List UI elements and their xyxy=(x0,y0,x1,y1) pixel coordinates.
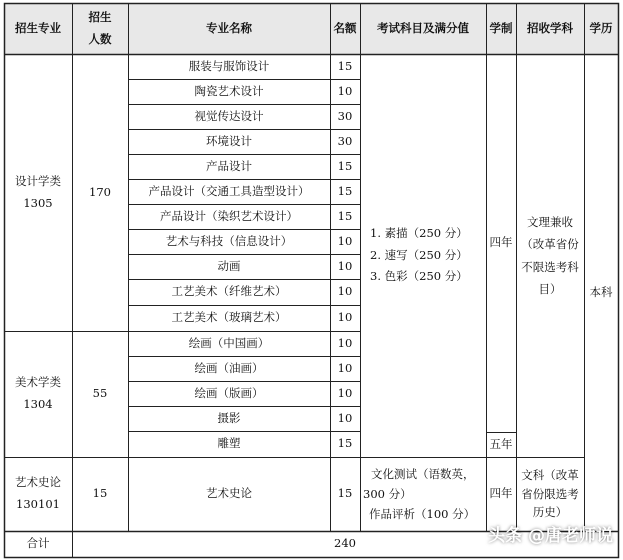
group-theory-name: 艺术史论 130101 xyxy=(15,475,61,511)
major-name: 视觉传达设计 xyxy=(194,108,264,123)
major-name: 艺术史论 xyxy=(206,486,252,501)
major-name: 环境设计 xyxy=(206,133,252,148)
header-exam: 考试科目及满分值 xyxy=(360,3,486,54)
exam-item: 2. 速写（250 分） xyxy=(370,247,468,262)
admissions-table xyxy=(4,3,618,557)
major-places: 15 xyxy=(337,486,353,501)
exam-art-cell xyxy=(360,54,486,457)
group-fineart-quota: 55 xyxy=(92,386,108,401)
major-name: 服装与服饰设计 xyxy=(188,58,270,73)
subjects-theory: 文科（改革 省份限选考 历史） xyxy=(521,467,579,520)
major-places: 15 xyxy=(337,436,353,451)
group-design-quota: 170 xyxy=(89,184,111,199)
major-places: 10 xyxy=(337,335,353,350)
group-design-name: 设计学类 1305 xyxy=(15,173,61,210)
total-label: 合计 xyxy=(26,536,50,551)
watermark: 头条 @唐老师说 xyxy=(488,526,613,546)
header-major-category: 招生专业 xyxy=(4,3,72,54)
major-name: 产品设计（染织艺术设计） xyxy=(160,208,298,223)
major-name: 产品设计（交通工具造型设计） xyxy=(148,183,310,198)
duration-art: 四年 xyxy=(489,235,513,250)
major-places: 10 xyxy=(337,310,353,325)
header-duration: 学制 xyxy=(486,3,516,54)
total-value: 240 xyxy=(334,536,356,551)
exam-item: 文化测试（语数英， xyxy=(371,466,475,481)
subjects-art: 文理兼收 （改革省份 不限选考科 目） xyxy=(521,214,579,296)
major-places: 10 xyxy=(337,83,353,98)
header-degree: 学历 xyxy=(584,3,618,54)
major-places: 15 xyxy=(337,183,353,198)
major-places: 30 xyxy=(337,108,353,123)
major-places: 10 xyxy=(337,360,353,375)
header-quota: 招生 人数 xyxy=(72,3,128,54)
degree-cell: 本科 xyxy=(589,284,613,299)
major-name: 雕塑 xyxy=(217,436,241,451)
header-major-name: 专业名称 xyxy=(128,3,330,54)
duration-sculpture: 五年 xyxy=(489,436,513,451)
group-theory-quota: 15 xyxy=(92,486,108,501)
exam-theory-cell xyxy=(360,457,486,531)
major-name: 绘画（版画） xyxy=(194,385,264,400)
group-fineart-name: 美术学类 1304 xyxy=(15,375,61,411)
exam-item: 作品评析（100 分） xyxy=(369,507,476,522)
major-name: 摄影 xyxy=(217,410,241,425)
major-name: 工艺美术（玻璃艺术） xyxy=(171,310,287,325)
exam-item: 1. 素描（250 分） xyxy=(370,225,468,240)
major-places: 10 xyxy=(337,284,353,299)
major-name: 艺术与科技（信息设计） xyxy=(165,233,293,248)
duration-theory: 四年 xyxy=(489,486,513,501)
major-name: 工艺美术（纤维艺术） xyxy=(171,284,287,299)
major-places: 10 xyxy=(337,258,353,273)
major-name: 绘画（中国画） xyxy=(188,335,270,350)
major-places: 10 xyxy=(337,233,353,248)
major-places: 10 xyxy=(337,410,353,425)
major-places: 10 xyxy=(337,385,353,400)
major-name: 绘画（油画） xyxy=(194,360,264,375)
major-places: 30 xyxy=(337,133,353,148)
major-name: 产品设计 xyxy=(206,158,252,173)
header-places: 名额 xyxy=(330,3,360,54)
exam-item: 3. 色彩（250 分） xyxy=(370,269,468,284)
major-name: 动画 xyxy=(217,258,241,273)
major-places: 15 xyxy=(337,158,353,173)
header-subjects: 招收学科 xyxy=(516,3,584,54)
major-places: 15 xyxy=(337,58,353,73)
major-name: 陶瓷艺术设计 xyxy=(194,83,264,98)
exam-item: 300 分） xyxy=(363,486,412,501)
major-places: 15 xyxy=(337,208,353,223)
